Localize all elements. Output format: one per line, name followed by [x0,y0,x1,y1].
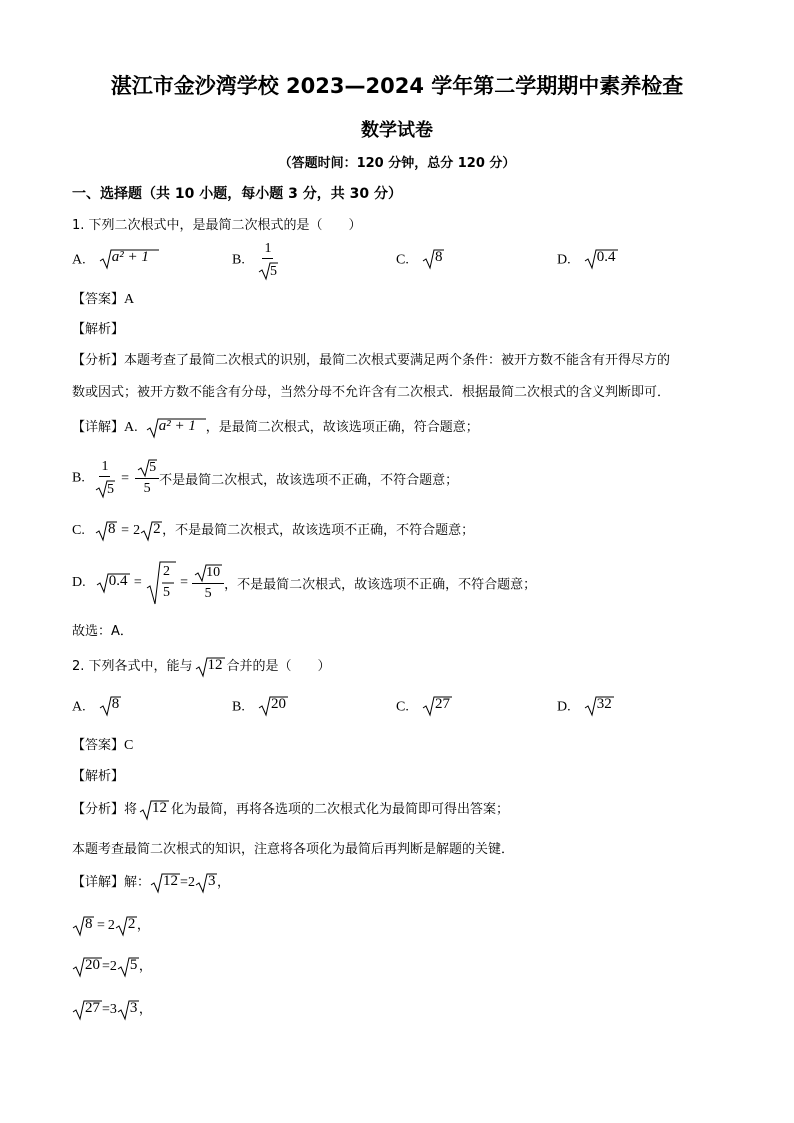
sqrt-3: 3 [195,872,217,894]
option-label: A. [72,252,86,268]
detail-text: 不是最简二次根式，故该选项不正确，不符合题意； [159,473,459,488]
option-label: C. [396,252,409,268]
numerator: 1 [262,240,273,259]
radicand: 20 [270,696,286,712]
coefficient: 2 [107,918,115,933]
equals-sign: = [102,1002,110,1017]
q2-option-a [72,695,121,717]
coefficient: 2 [133,523,141,538]
q2-note: 本题考查最简二次根式的知识，注意将各项化为最简后再判断是解题的关键． [72,842,515,857]
sqrt-12: 12 [139,799,169,821]
sqrt-2-over-5: 2 5 [146,560,176,606]
exam-title: 湛江市金沙湾学校 2023—2024 学年第二学期期中素养检查 [110,74,684,98]
answer-tag: 【答案】 [72,292,125,307]
detail-tag: 【详解】 [72,420,125,435]
detail-label: D. [72,575,86,590]
sqrt-a2plus1 [99,248,159,270]
sqrt-8 [422,248,444,270]
option-label: D. [557,699,571,715]
q2-option-b [232,695,288,717]
radicand: 8 [111,696,120,712]
sqrt-5: 5 [258,259,278,281]
denominator [258,259,278,281]
fenxi-text: 本题考查了最简二次根式的识别，最简二次根式要满足两个条件：被开方数不能含有开得尽方的 [124,353,671,368]
fraction-sqrt5-over-5: $\frac{5}{5}$ [135,458,159,499]
fraction-sqrt10-over-5: $\frac{10}{5}$ [192,563,224,604]
answer-tag: 【答案】 [72,738,125,753]
q1-conclusion: 故选：A． [72,624,133,639]
fenxi-tag: 【分析】 [72,802,125,817]
sqrt-27 [422,695,452,717]
equals-sign: = [133,575,142,590]
detail-text: ，不是最简二次根式，故该选项不正确，不符合题意； [162,523,475,538]
radicand: 32 [596,696,612,712]
sqrt-5: 5 [117,956,139,978]
q1-stem: 1. 下列二次根式中，是最简二次根式的是（ ） [72,218,362,233]
comma: ， [138,1002,152,1017]
sqrt-32 [584,695,614,717]
radicand: a² + 1 [158,417,196,434]
coefficient: 2 [187,875,195,890]
sqrt-2: 2 [115,915,137,937]
sqrt-12: 12 [195,656,225,678]
detail-label: B. [72,470,85,486]
detail-text: ，不是最简二次根式，故该选项不正确，不符合题意； [224,577,537,593]
comma: ， [136,918,150,933]
sqrt-8 [99,695,121,717]
sqrt-20: 20 [72,956,102,978]
fraction-1-over-sqrt5: $\frac{1}{5}$ [95,458,115,499]
radicand: a² + 1 [111,249,149,265]
coefficient: 2 [109,959,117,974]
q2-detail-20 [72,955,152,978]
q2-detail-8 [72,914,150,937]
sqrt-2: 2 [140,520,162,542]
equals-sign: = [102,959,110,974]
q1-option-a [72,248,159,270]
q1-detail-c [72,519,474,542]
q2-stem [72,655,331,678]
q2-detail-27 [72,998,152,1021]
comma: ， [216,875,230,890]
q2-option-d [557,695,614,717]
sqrt-10: 10 [194,563,222,583]
equals-sign: = [121,470,130,486]
equals-sign: = [97,918,105,933]
q1-answer [72,288,134,308]
q1-fenxi-line2: 数或因式；被开方数不能含有分母，当然分母不允许含有二次根式．根据最简二次根式的含义判断即可． [72,385,671,400]
q1-detail-d [72,560,536,606]
q2-answer [72,734,133,754]
detail-label: A. [124,420,138,435]
sqrt-3: 3 [117,999,139,1021]
section-heading: 一、选择题（共 10 小题，每小题 3 分，共 30 分） [72,186,402,202]
sqrt-8: 8 [72,915,94,937]
q2-fenxi [72,798,509,821]
q1-detail-a [72,416,479,439]
detail-label: C. [72,523,85,538]
equals-sign: = [180,875,188,890]
option-label: C. [396,699,409,715]
q1-option-d [557,248,618,270]
option-label: B. [232,252,245,268]
sqrt-5: 5 [137,458,157,478]
radicand: 0.4 [596,249,616,265]
stem-post: 合并的是（ ） [226,659,331,674]
radicand: 8 [434,249,443,265]
sqrt-0-4 [584,248,618,270]
sqrt-a2plus1 [146,417,206,439]
q1-analysis-tag: 【解析】 [72,322,125,337]
q1-detail-b [72,458,458,499]
q1-option-c [396,248,444,270]
fraction-1-over-sqrt5 [258,240,278,281]
q2-analysis-tag: 【解析】 [72,769,125,784]
q1-option-b [232,240,278,281]
option-label: B. [232,699,245,715]
q2-option-c [396,695,452,717]
sqrt-12: 12 [150,872,180,894]
sqrt-27: 27 [72,999,102,1021]
fenxi-tag: 【分析】 [72,353,125,368]
sqrt-8: 8 [95,520,117,542]
equals-sign: = [180,575,188,590]
q2-detail-12 [72,871,230,894]
option-label: D. [557,252,571,268]
answer-value: C [124,738,134,753]
equals-sign: = [121,523,130,538]
comma: ， [138,959,152,974]
sqrt-0-4: 0.4 [96,572,130,594]
sqrt-20 [258,695,288,717]
option-label: A. [72,699,86,715]
sqrt-5: 5 [95,477,115,499]
detail-tag: 【详解】 [72,875,125,890]
fenxi-pre: 将 [124,802,138,817]
coefficient: 3 [109,1002,117,1017]
fenxi-post: 化为最简，再将各选项的二次根式化为最简即可得出答案； [171,802,510,817]
stem-pre: 2. 下列各式中，能与 [72,659,193,674]
exam-info: （答题时间：120 分钟，总分 120 分） [278,156,516,171]
radicand: 27 [434,696,450,712]
detail-text: ，是最简二次根式，故该选项正确，符合题意； [205,420,479,435]
answer-value: A [124,292,135,307]
detail-pre: 解： [124,875,151,890]
exam-subtitle: 数学试卷 [361,120,433,141]
q1-fenxi-line1 [72,349,670,368]
